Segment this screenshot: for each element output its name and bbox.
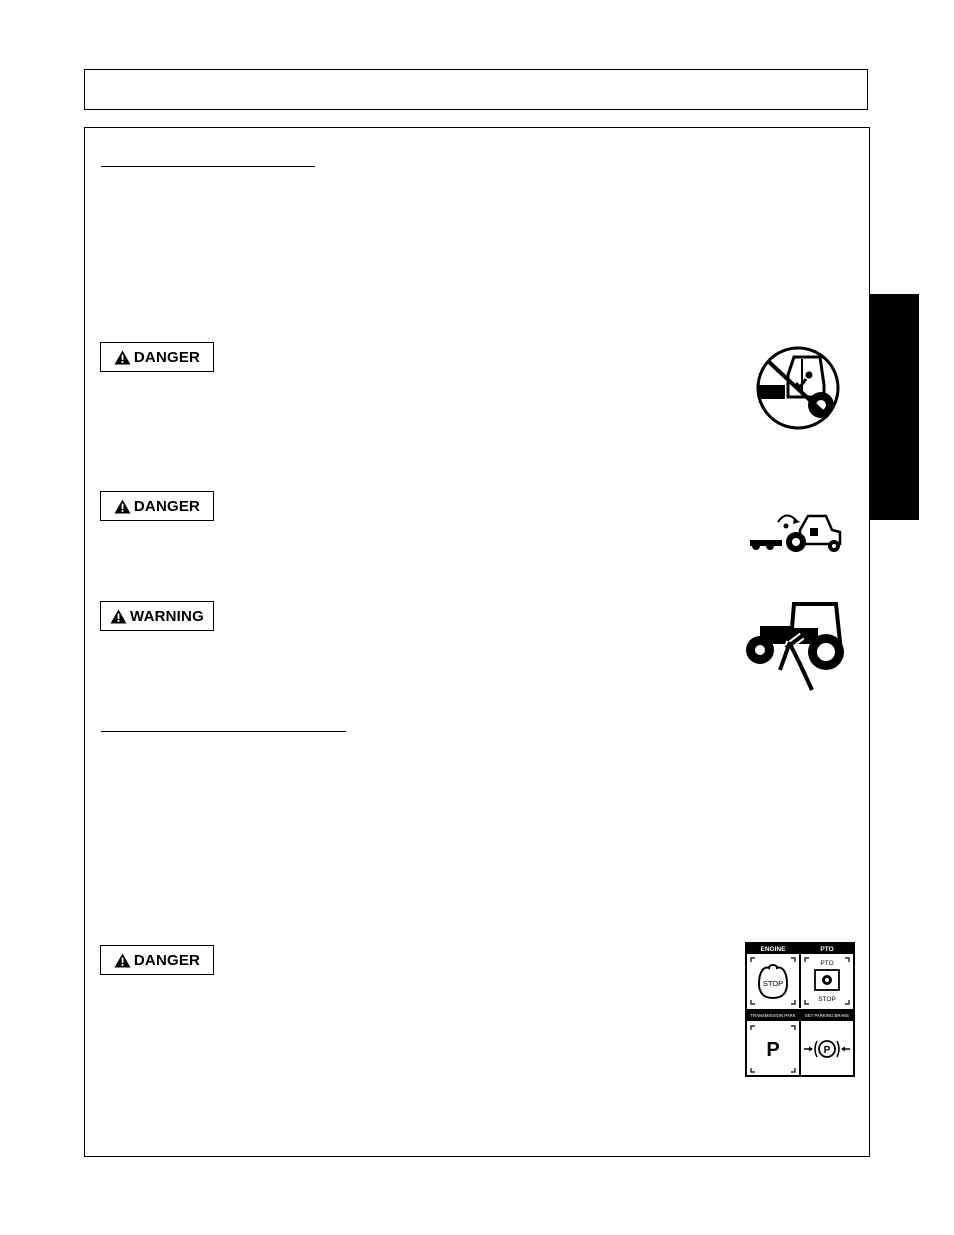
pto-stop-text: STOP bbox=[818, 996, 836, 1003]
danger-label: DANGER bbox=[133, 497, 201, 515]
thrown-object-tractor-icon bbox=[748, 508, 844, 556]
danger-badge-1 bbox=[100, 342, 214, 372]
pto-label: PTO bbox=[820, 946, 834, 953]
warning-triangle-icon bbox=[114, 953, 131, 968]
warning-triangle-icon bbox=[114, 499, 131, 514]
danger-label: DANGER bbox=[133, 951, 201, 969]
section-side-tab bbox=[869, 294, 919, 520]
engine-label: ENGINE bbox=[760, 946, 786, 953]
engine-stop-text: STOP bbox=[762, 979, 784, 988]
pto-top-text: PTO bbox=[820, 960, 834, 967]
warning-label: WARNING bbox=[130, 607, 204, 625]
danger-badge-3 bbox=[100, 945, 214, 975]
section-heading-rule-1 bbox=[101, 166, 315, 167]
run-over-hazard-icon bbox=[742, 598, 846, 696]
no-riders-prohibition-icon bbox=[754, 345, 844, 431]
park-letter: P bbox=[766, 1039, 780, 1061]
danger-badge-2 bbox=[100, 491, 214, 521]
transmission-label: TRANSMISSION PARK bbox=[750, 1013, 796, 1018]
brake-label: SET PARKING BRAKE bbox=[804, 1013, 850, 1018]
warning-triangle-icon bbox=[114, 350, 131, 365]
shutdown-procedure-panel bbox=[745, 942, 855, 1077]
section-heading-rule-2 bbox=[101, 731, 346, 732]
brake-letter: P bbox=[823, 1045, 831, 1056]
danger-label: DANGER bbox=[133, 348, 201, 366]
warning-triangle-icon bbox=[110, 609, 127, 624]
page-header-frame bbox=[84, 69, 868, 110]
warning-badge-1 bbox=[100, 601, 214, 631]
